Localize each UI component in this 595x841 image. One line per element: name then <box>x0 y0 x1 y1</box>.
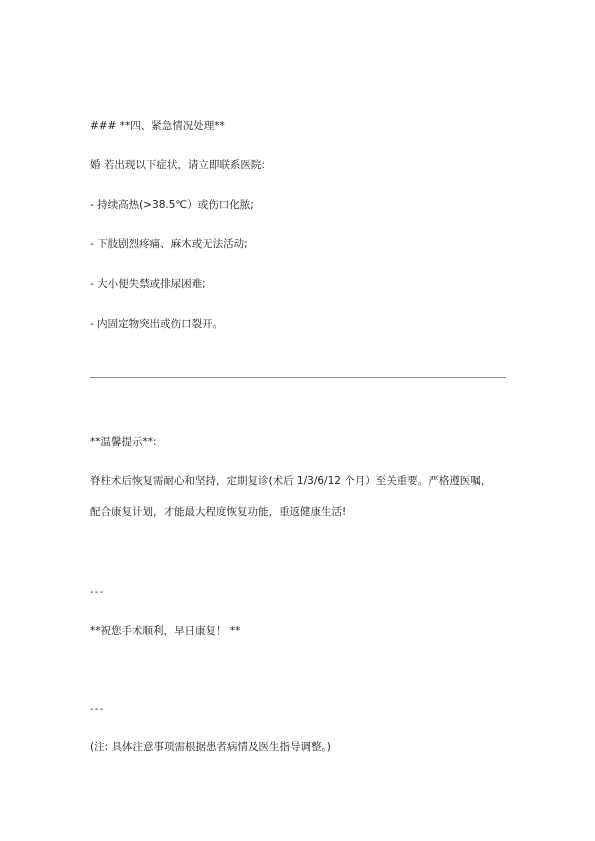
list-item: - 下肢剧烈疼痛、麻木或无法活动; <box>90 238 248 250</box>
section-intro: 婚 若出现以下症状，请立即联系医院: <box>90 159 265 171</box>
wish-text: **祝您手术顺利，早日康复！ ** <box>90 625 241 637</box>
list-item: - 持续高热(>38.5℃）或伤口化脓; <box>90 199 254 211</box>
list-item: - 内固定物突出或伤口裂开。 <box>90 318 224 330</box>
tips-line-2: 配合康复计划，才能最大程度恢复功能，重返健康生活! <box>90 506 347 518</box>
list-item: - 大小便失禁或排尿困难; <box>90 278 206 290</box>
separator: --- <box>90 586 105 598</box>
separator: --- <box>90 703 105 715</box>
tips-line-1: 脊柱术后恢复需耐心和坚持，定期复诊(术后 1/3/6/12 个月）至关重要。严格遵医嘱， <box>90 475 492 487</box>
tips-title: **温馨提示**: <box>90 436 157 448</box>
horizontal-rule <box>90 377 506 378</box>
section-heading: ### **四、紧急情况处理** <box>90 120 225 132</box>
footnote: (注: 具体注意事项需根据患者病情及医生指导调整。) <box>90 741 331 753</box>
